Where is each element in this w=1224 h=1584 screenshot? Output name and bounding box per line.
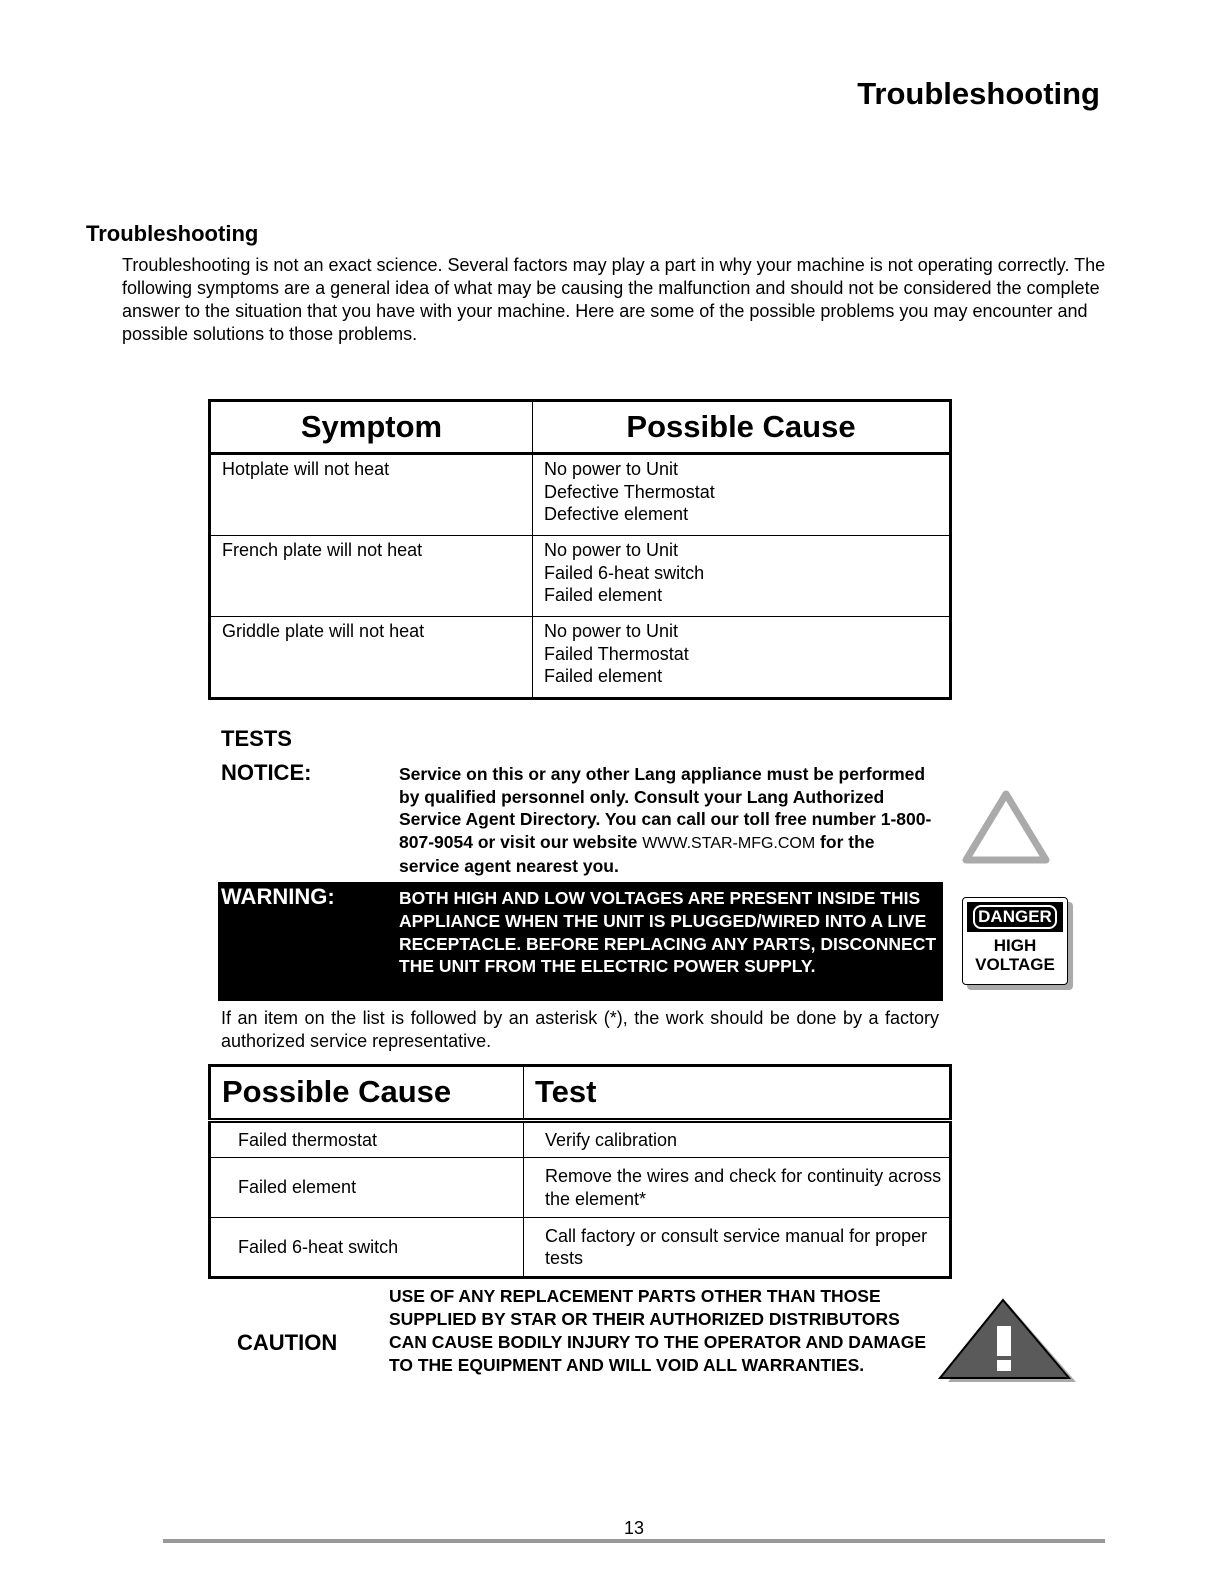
cause-cell: [533, 536, 951, 617]
symptom-cell: Hotplate will not heat: [210, 454, 533, 536]
cause-line: Failed element: [544, 666, 663, 686]
header-possible-cause: Possible Cause: [210, 1066, 524, 1121]
table-row: [210, 617, 951, 699]
symptom-cell: Griddle plate will not heat: [210, 617, 533, 699]
intro-paragraph: Troubleshooting is not an exact science. Several factors may play a part in why your machine is not operating correctly. The following symptoms are a general idea of what may be causing the malfunction and should not be considered the complete answer to the situation that you have with your machine. Here are some of the possible problems you may encounter and possible solutions to those problems.: [122, 255, 1106, 344]
cause-line: Defective Thermostat: [544, 481, 715, 502]
test-cell: Remove the wires and check for continuity across the element*: [524, 1158, 951, 1218]
page-number: 13: [623, 1518, 645, 1538]
cause-line: No power to Unit: [544, 459, 679, 479]
table-row: [210, 454, 951, 536]
cause-cell: [533, 454, 951, 536]
test-cell: Verify calibration: [524, 1121, 951, 1158]
cause-line: No power to Unit: [544, 621, 679, 641]
notice-body: Service on this or any other Lang appliance must be performed by qualified personnel only. Consult your Lang Authorized Service Agent Directory. You can call our toll free number 1-800-807-9054 or visit our website: [399, 764, 932, 852]
cause-cell: Failed element: [210, 1158, 524, 1218]
test-cell: Call factory or consult service manual for proper tests: [524, 1218, 951, 1278]
cause-line: Failed 6-heat switch: [544, 562, 705, 583]
table-row: [210, 536, 951, 617]
header-possible-cause: Possible Cause: [533, 401, 951, 454]
danger-high-voltage-icon: [962, 897, 1068, 985]
table-row: [210, 1121, 951, 1158]
danger-label: DANGER: [973, 905, 1057, 929]
asterisk-note: If an item on the list is followed by an asterisk (*), the work should be done by a factory authorized service representative.: [221, 1008, 939, 1051]
cause-cell: Failed thermostat: [210, 1121, 524, 1158]
cause-line: Failed Thermostat: [544, 643, 689, 664]
table-row: [210, 1218, 951, 1278]
symptom-table: [208, 399, 952, 700]
caution-triangle-outline-icon: [960, 788, 1052, 868]
header-symptom: Symptom: [210, 401, 533, 454]
caution-text: USE OF ANY REPLACEMENT PARTS OTHER THAN THOSE SUPPLIED BY STAR OR THEIR AUTHORIZED DISTRIBUTORS CAN CAUSE BODILY INJURY TO THE OPERATOR AND DAMAGE TO THE EQUIPMENT AND WILL VOID ALL WARRANTIES.: [389, 1286, 927, 1375]
caution-label: CAUTION: [237, 1330, 338, 1355]
symptom-cell: French plate will not heat: [210, 536, 533, 617]
website-link[interactable]: WWW.STAR-MFG.COM: [642, 834, 816, 852]
danger-line1: HIGH: [993, 936, 1037, 955]
warning-box: [218, 882, 943, 1001]
notice-tail: for the service agent nearest you.: [399, 831, 875, 877]
cause-cell: [533, 617, 951, 699]
notice-text: [399, 763, 939, 878]
header-test: Test: [524, 1066, 951, 1121]
page-header-title: Troubleshooting: [857, 76, 1100, 111]
footer-rule: [163, 1539, 1105, 1543]
cause-line: Defective element: [544, 504, 689, 524]
warning-label: WARNING:: [221, 884, 335, 909]
exclamation-warning-icon: [938, 1298, 1078, 1386]
warning-text: BOTH HIGH AND LOW VOLTAGES ARE PRESENT INSIDE THIS APPLIANCE WHEN THE UNIT IS PLUGGED/WIRED INTO A LIVE RECEPTACLE. BEFORE REPLACING ANY PARTS, DISCONNECT THE UNIT FROM THE ELECTRIC POWER SUPPLY.: [399, 888, 937, 977]
cause-cell: Failed 6-heat switch: [210, 1218, 524, 1278]
test-table: [208, 1064, 952, 1279]
table-row: [210, 1158, 951, 1218]
cause-line: Failed element: [544, 585, 663, 605]
cause-line: No power to Unit: [544, 540, 679, 560]
notice-label: NOTICE:: [221, 760, 312, 785]
danger-line2: VOLTAGE: [975, 955, 1055, 974]
tests-heading: TESTS: [221, 726, 292, 751]
section-heading: Troubleshooting: [86, 221, 259, 246]
